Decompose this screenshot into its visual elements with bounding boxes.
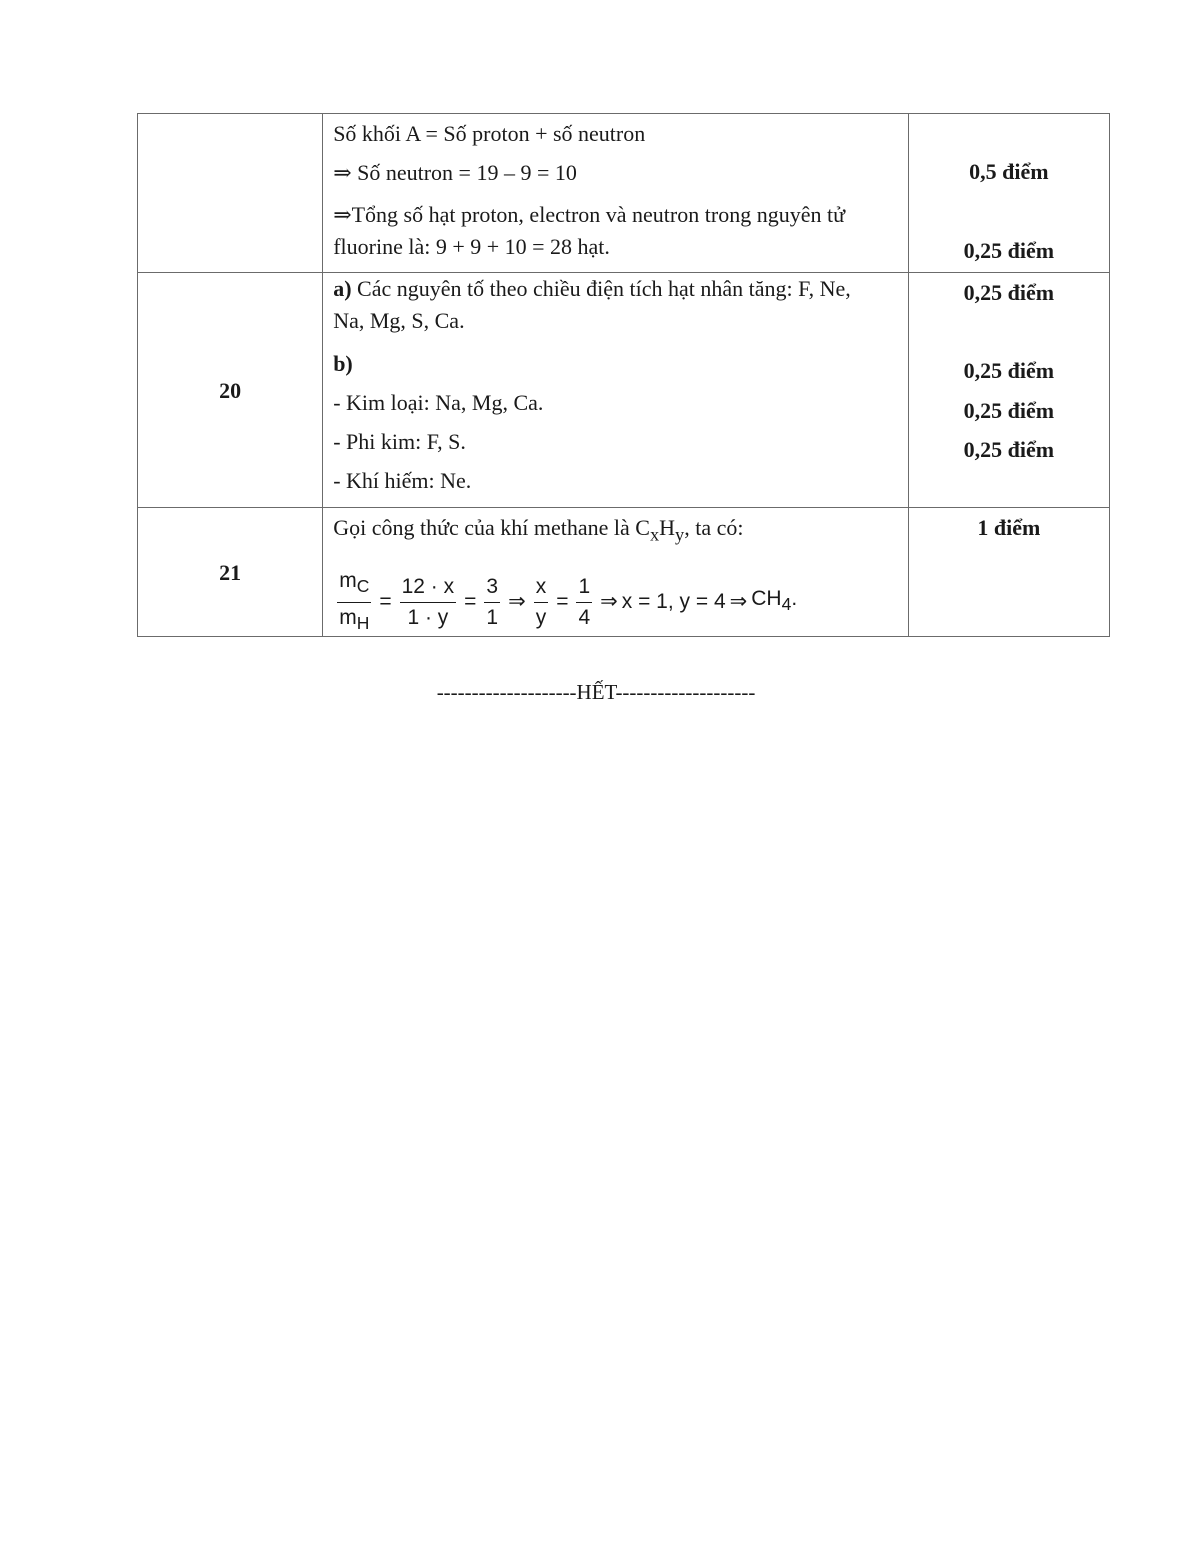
points-cell: 1 điểm [908,508,1109,637]
intro-text: H [659,515,676,540]
points-value: 0,25 điểm [963,358,1055,383]
equals-sign: = [464,590,477,614]
question-number-cell: 21 [138,508,323,637]
part-a-text: Các nguyên tố theo chiều điện tích hạt nhân tăng: F, Ne, [351,276,851,301]
content-line: ⇒Tổng số hạt proton, electron và neutron trong nguyên tử [333,202,845,227]
ratio-formula [333,568,797,635]
answer-content-cell [323,114,909,273]
content-line [333,508,898,554]
subscript: y [675,524,685,545]
question-number-cell: 20 [138,273,323,508]
list-item: - Kim loại: Na, Mg, Ca. [333,390,544,415]
fraction: $\frac{x}{y}$ [535,574,547,629]
content-line: ⇒ Số neutron = 19 – 9 = 10 [333,160,577,185]
content-line [333,273,898,305]
points-value: 0,25 điểm [963,280,1055,305]
chemical-formula: $CH_4$. [751,587,798,615]
part-b-label: b) [333,351,353,376]
content-line: Na, Mg, S, Ca. [333,308,465,333]
implies-arrow: ⇒ [729,590,748,614]
list-item: - Phi kim: F, S. [333,429,466,454]
list-item: - Khí hiếm: Ne. [333,468,472,493]
points-value: 0,25 điểm [963,437,1055,462]
fraction: $\frac{12 \cdot x}{1 \cdot y}$ [401,574,455,629]
intro-text: , ta có: [684,515,744,540]
table-row [138,273,1110,508]
part-a-label: a) [333,276,352,301]
equals-sign: = [379,590,392,614]
formula-result: x = 1, y = 4 [621,590,726,614]
content-line: fluorine là: 9 + 9 + 10 = 28 hạt. [333,234,610,259]
answer-key-table [137,113,1110,637]
points-value: 0,25 điểm [963,238,1055,263]
answer-content-cell [323,273,909,508]
points-cell [908,273,1109,508]
end-marker: --------------------HẾT-------------------- [436,680,756,704]
implies-arrow: ⇒ [600,590,618,614]
implies-arrow: ⇒ [508,590,526,614]
question-number-cell [138,114,323,273]
table-row [138,114,1110,273]
fraction: $\frac{3}{1}$ [486,574,499,629]
subscript: x [649,524,660,545]
intro-text: Gọi công thức của khí methane là C [333,515,650,540]
answer-content-cell [323,508,909,637]
content-line: Số khối A = Số proton + số neutron [333,121,646,146]
points-value: 0,25 điểm [963,398,1055,423]
points-value: 0,5 điểm [969,159,1049,184]
fraction: $\frac{m_C}{m_H}$ [339,569,370,633]
fraction: $\frac{1}{4}$ [578,574,591,629]
table-row [138,508,1110,637]
equals-sign: = [556,590,569,614]
points-cell [908,114,1109,273]
